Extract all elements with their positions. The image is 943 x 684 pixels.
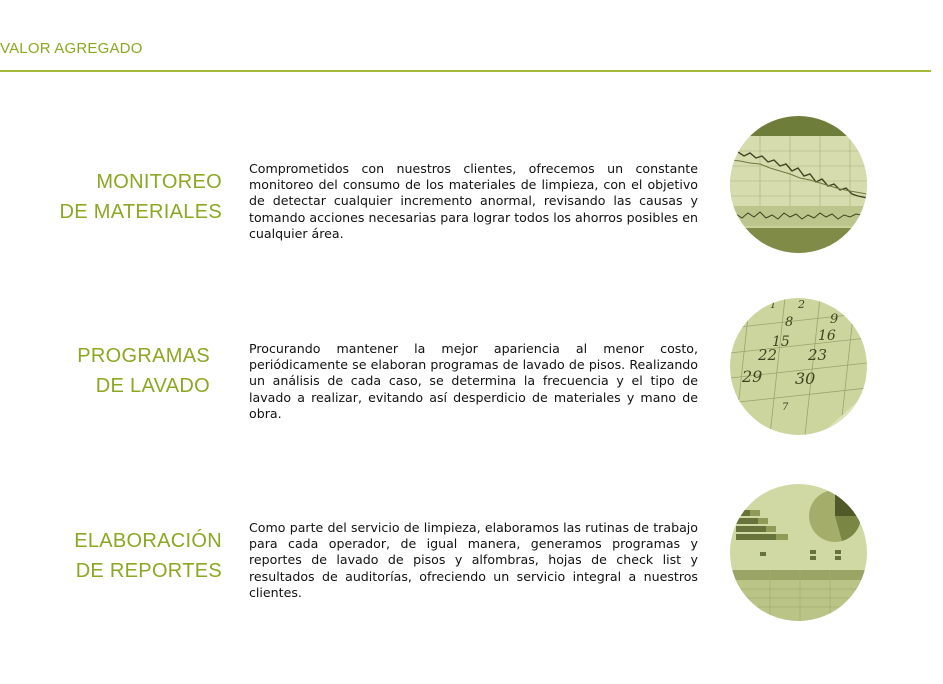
calendar-number: 23: [808, 346, 828, 364]
calendar-number: 2: [798, 298, 805, 311]
calendar-number: 9: [830, 312, 839, 327]
section-text-programas: Procurando mantener la mejor apariencia al menor costo, periódicamente se elaboran programas de lavado de pisos. Realizando un análisis de cada caso, se determina la frecuencia y el tipo de lavado a realizar, evitando así desperdicio de materiales y mano de obra.: [249, 341, 698, 421]
report-charts-image: [730, 484, 867, 621]
section-title-line2: DE MATERIALES: [59, 201, 222, 223]
page-title: VALOR AGREGADO: [0, 40, 143, 57]
header-divider: [0, 70, 931, 72]
section-text-elaboracion: Como parte del servicio de limpieza, elaboramos las rutinas de trabajo para cada operador, de igual manera, generamos programas y reportes de lavado de pisos y alfombras, hojas de check list y resultados de auditorías, ofreciendo un servicio integral a nuestros clientes.: [249, 520, 698, 600]
section-title-programas: [77, 341, 210, 401]
calendar-number: 29: [742, 367, 763, 386]
calendar-number: 22: [758, 346, 778, 364]
calendar-number: 7: [782, 402, 789, 413]
calendar-number: 1: [770, 300, 777, 311]
calendar-number: 8: [785, 315, 794, 330]
section-title-line2: DE LAVADO: [95, 375, 210, 397]
section-title-line2: DE REPORTES: [75, 560, 222, 582]
section-title-monitoreo: [60, 167, 222, 227]
section-title-line1: MONITOREO: [96, 171, 222, 193]
section-title-elaboracion: [74, 526, 222, 586]
calendar-number: 15: [772, 334, 790, 350]
section-title-line1: ELABORACIÓN: [74, 530, 222, 552]
stock-chart-image: [730, 116, 867, 253]
section-title-line1: PROGRAMAS: [77, 345, 210, 367]
section-text-monitoreo: Comprometidos con nuestros clientes, ofrecemos un constante monitoreo del consumo de los materiales de limpieza, con el objetivo de detectar cualquier incremento anormal, revisando las causas y tomando acciones necesarias para lograr todos los ahorros posibles en cualquier área.: [249, 161, 698, 241]
calendar-number: 30: [795, 369, 816, 388]
calendar-image: [730, 298, 867, 435]
calendar-number: 16: [818, 328, 836, 344]
